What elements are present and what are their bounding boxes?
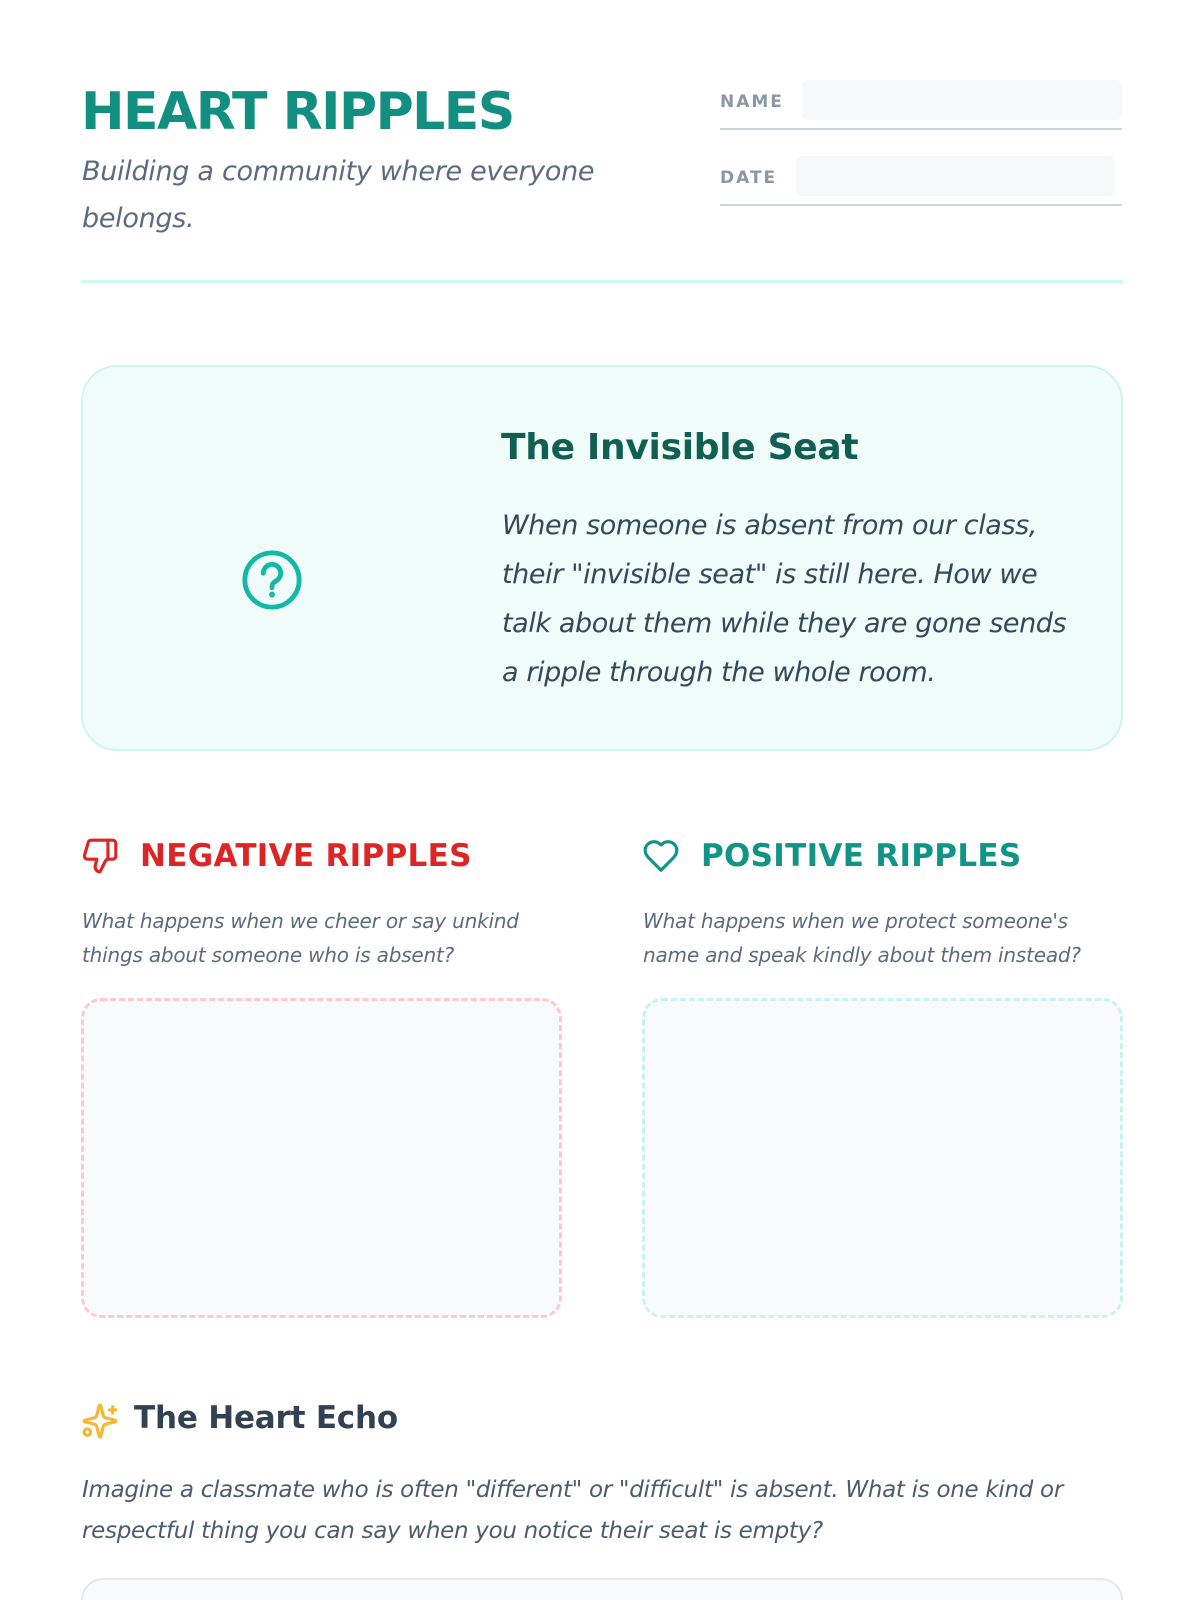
worksheet-subtitle: Building a community where everyone belongs. bbox=[82, 156, 595, 234]
positive-question: What happens when we protect someone's name and speak kindly about them instead? bbox=[643, 909, 1081, 967]
thumbs-down-icon bbox=[81, 837, 119, 875]
positive-answer-box[interactable] bbox=[642, 998, 1123, 1318]
callout-body: When someone is absent from our class, their "invisible seat" is still here. How we talk about them while they are gone sends a ripple through the whole room. bbox=[502, 510, 1067, 688]
negative-question: What happens when we cheer or say unkind things about someone who is absent? bbox=[82, 909, 519, 967]
heart-echo-prompt: Imagine a classmate who is often "different" or "difficult" is absent. What is one kind or respectful thing you can say when you notice their seat is empty? bbox=[82, 1477, 1063, 1544]
negative-answer-box[interactable] bbox=[81, 998, 562, 1318]
heart-icon bbox=[642, 837, 680, 875]
name-field-row bbox=[720, 80, 1122, 130]
worksheet-title: HEART RIPPLES bbox=[81, 82, 514, 142]
name-label: NAME bbox=[720, 92, 784, 112]
name-input[interactable] bbox=[802, 80, 1122, 120]
date-label: DATE bbox=[720, 168, 778, 188]
heart-echo-title: The Heart Echo bbox=[134, 1400, 398, 1436]
sparkles-icon bbox=[81, 1402, 119, 1440]
header-divider bbox=[81, 280, 1123, 283]
date-field-row bbox=[720, 156, 1122, 206]
negative-ripples-title: NEGATIVE RIPPLES bbox=[140, 838, 472, 874]
heart-echo-answer-box[interactable] bbox=[81, 1578, 1123, 1600]
question-circle-icon bbox=[241, 549, 303, 611]
callout-title: The Invisible Seat bbox=[501, 427, 859, 468]
date-input[interactable] bbox=[796, 156, 1114, 196]
invisible-seat-card bbox=[81, 365, 1123, 751]
positive-ripples-title: POSITIVE RIPPLES bbox=[701, 838, 1022, 874]
